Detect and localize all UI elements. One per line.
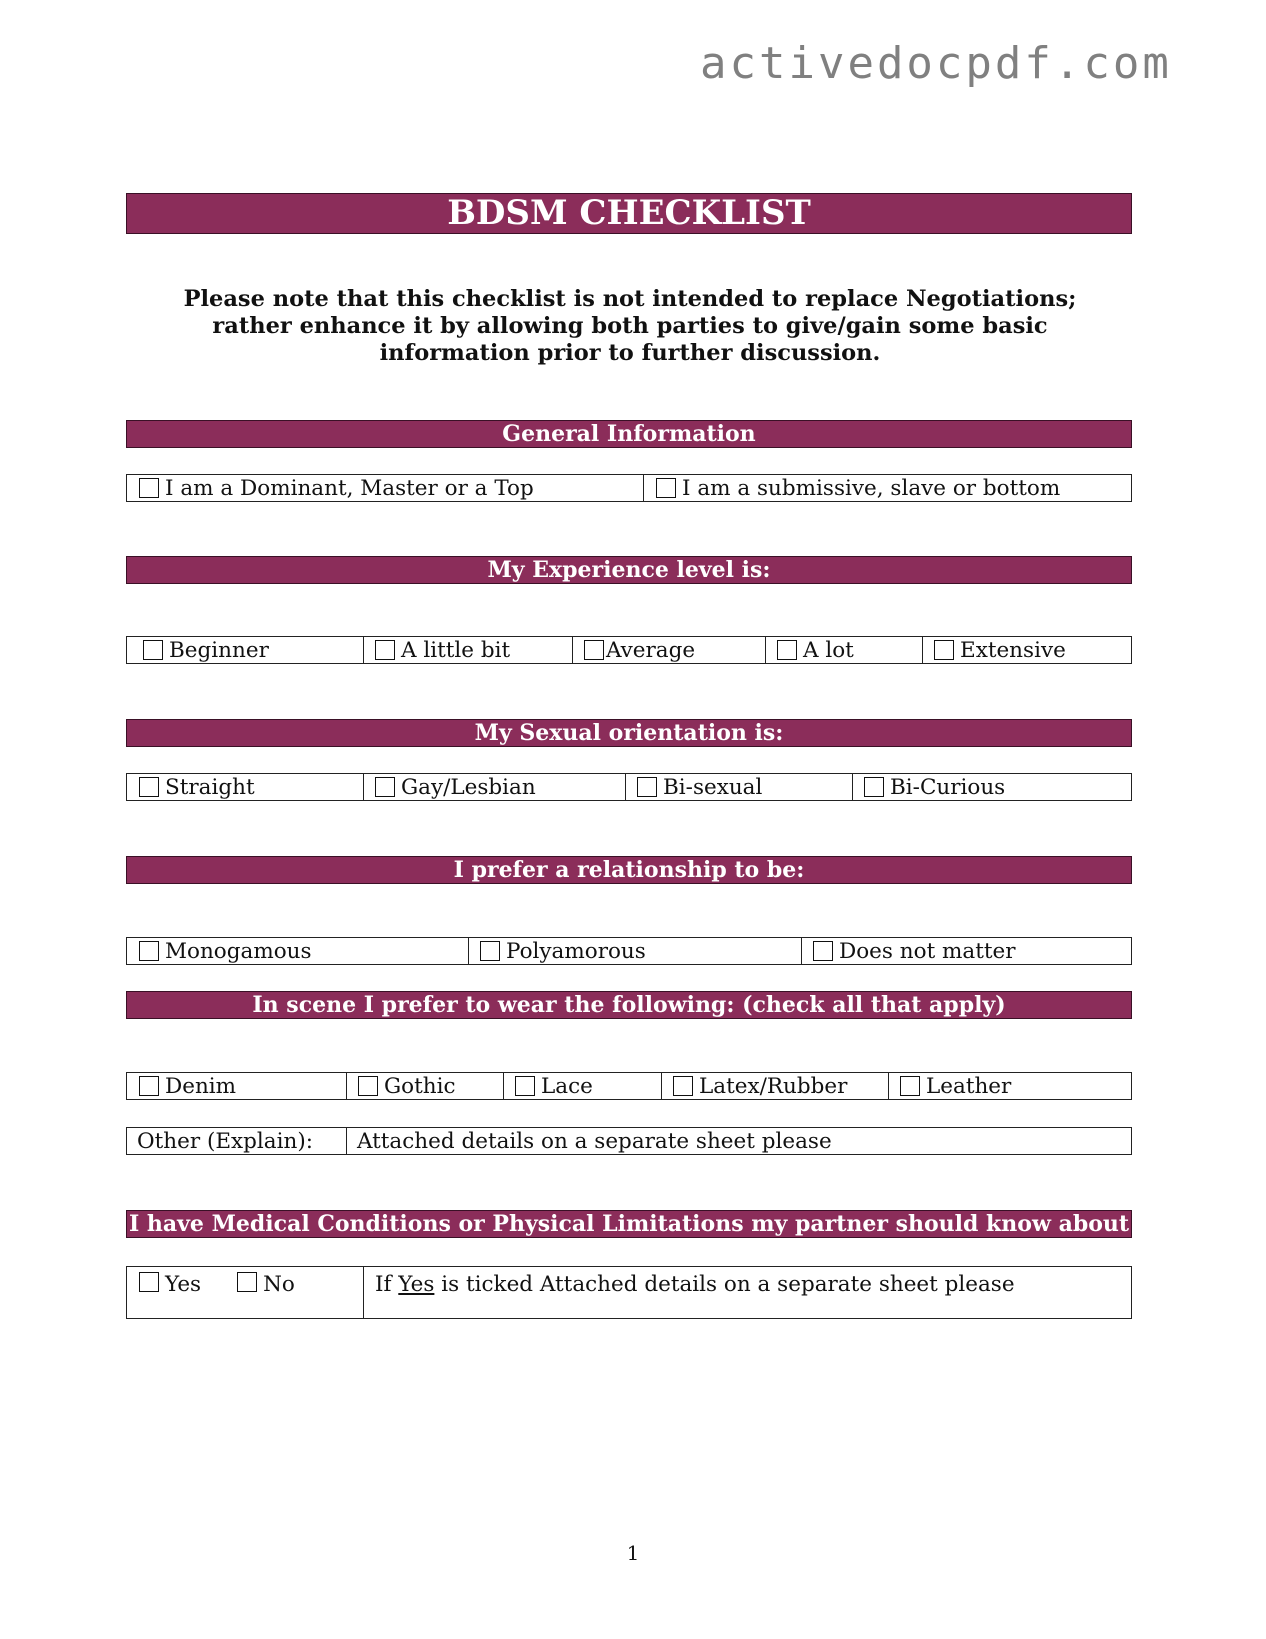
wear-row <box>126 1072 1132 1100</box>
option-label: Beginner <box>169 637 269 663</box>
option-label: Bi-sexual <box>663 774 763 800</box>
option-straight[interactable] <box>127 774 364 800</box>
checkbox[interactable] <box>813 941 833 961</box>
checkbox[interactable] <box>358 1076 378 1096</box>
checkbox[interactable] <box>480 941 500 961</box>
option-label: Gay/Lesbian <box>401 774 536 800</box>
checkbox[interactable] <box>139 941 159 961</box>
page-number: 1 <box>626 1541 640 1565</box>
option-label: Straight <box>165 774 255 800</box>
checkbox[interactable] <box>934 640 954 660</box>
option-dominant[interactable] <box>127 475 644 501</box>
option-bisexual[interactable] <box>626 774 853 800</box>
option-polyamorous[interactable] <box>469 938 802 964</box>
option-label: Denim <box>165 1073 237 1099</box>
option-label: I am a submissive, slave or bottom <box>682 475 1061 501</box>
option-monogamous[interactable] <box>127 938 469 964</box>
checkbox[interactable] <box>143 640 163 660</box>
option-label: A lot <box>803 637 854 663</box>
checkbox[interactable] <box>864 777 884 797</box>
checkbox[interactable] <box>139 777 159 797</box>
option-latex-rubber[interactable] <box>662 1073 889 1099</box>
option-extensive[interactable] <box>923 637 1131 663</box>
checkbox[interactable] <box>777 640 797 660</box>
checkbox-yes[interactable] <box>139 1272 159 1292</box>
wear-heading: In scene I prefer to wear the following: (check all that apply) <box>126 991 1132 1019</box>
orientation-heading: My Sexual orientation is: <box>126 719 1132 747</box>
other-label <box>127 1128 347 1154</box>
checkbox[interactable] <box>656 478 676 498</box>
option-label: I am a Dominant, Master or a Top <box>165 475 534 501</box>
option-label: Extensive <box>960 637 1066 663</box>
general-row <box>126 474 1132 502</box>
option-a-lot[interactable] <box>766 637 923 663</box>
checkbox[interactable] <box>900 1076 920 1096</box>
checkbox[interactable] <box>515 1076 535 1096</box>
option-label: Leather <box>926 1073 1012 1099</box>
option-label: Lace <box>541 1073 593 1099</box>
option-submissive[interactable] <box>644 475 1131 501</box>
option-label: A little bit <box>401 637 511 663</box>
other-value-text: Attached details on a separate sheet please <box>357 1128 832 1154</box>
option-bi-curious[interactable] <box>853 774 1131 800</box>
checkbox[interactable] <box>139 478 159 498</box>
option-does-not-matter[interactable] <box>802 938 1131 964</box>
option-gothic[interactable] <box>347 1073 504 1099</box>
watermark: activedocpdf.com <box>700 38 1172 89</box>
intro-note: Please note that this checklist is not intended to replace Negotiations; rather enhance it by allowing both parties to give/gain some basic information prior to further discussion. <box>183 286 1077 366</box>
other-explain-field[interactable] <box>347 1128 1131 1154</box>
checkbox[interactable] <box>584 640 604 660</box>
general-heading: General Information <box>126 420 1132 448</box>
medical-heading: I have Medical Conditions or Physical Limitations my partner should know about <box>126 1210 1132 1238</box>
experience-row <box>126 636 1132 664</box>
page-title: BDSM CHECKLIST <box>126 193 1132 234</box>
checkbox-no[interactable] <box>237 1272 257 1292</box>
wear-other-row <box>126 1127 1132 1155</box>
option-label: Monogamous <box>165 938 312 964</box>
orientation-row <box>126 773 1132 801</box>
option-denim[interactable] <box>127 1073 347 1099</box>
detail-prefix: If <box>375 1272 392 1297</box>
option-a-little-bit[interactable] <box>364 637 573 663</box>
option-leather[interactable] <box>889 1073 1131 1099</box>
relationship-row <box>126 937 1132 965</box>
checkbox[interactable] <box>673 1076 693 1096</box>
option-gay-lesbian[interactable] <box>364 774 626 800</box>
option-average[interactable] <box>573 637 766 663</box>
detail-yes: Yes <box>398 1272 435 1297</box>
option-no-label: No <box>263 1272 295 1297</box>
experience-heading: My Experience level is: <box>126 556 1132 584</box>
checkbox[interactable] <box>375 777 395 797</box>
medical-yes-no <box>127 1267 364 1318</box>
detail-suffix: is ticked Attached details on a separate sheet please <box>441 1272 1015 1297</box>
other-label-text: Other (Explain): <box>137 1128 313 1154</box>
checkbox[interactable] <box>375 640 395 660</box>
medical-row <box>126 1266 1132 1319</box>
option-lace[interactable] <box>504 1073 662 1099</box>
option-label: Does not matter <box>839 938 1016 964</box>
option-label: Polyamorous <box>506 938 646 964</box>
option-label: Gothic <box>384 1073 456 1099</box>
option-beginner[interactable] <box>127 637 364 663</box>
medical-details[interactable] <box>364 1267 1131 1318</box>
option-yes-label: Yes <box>165 1272 202 1297</box>
checkbox[interactable] <box>637 777 657 797</box>
option-label: Bi-Curious <box>890 774 1006 800</box>
option-label: Average <box>606 637 696 663</box>
option-label: Latex/Rubber <box>699 1073 848 1099</box>
relationship-heading: I prefer a relationship to be: <box>126 856 1132 884</box>
checkbox[interactable] <box>139 1076 159 1096</box>
